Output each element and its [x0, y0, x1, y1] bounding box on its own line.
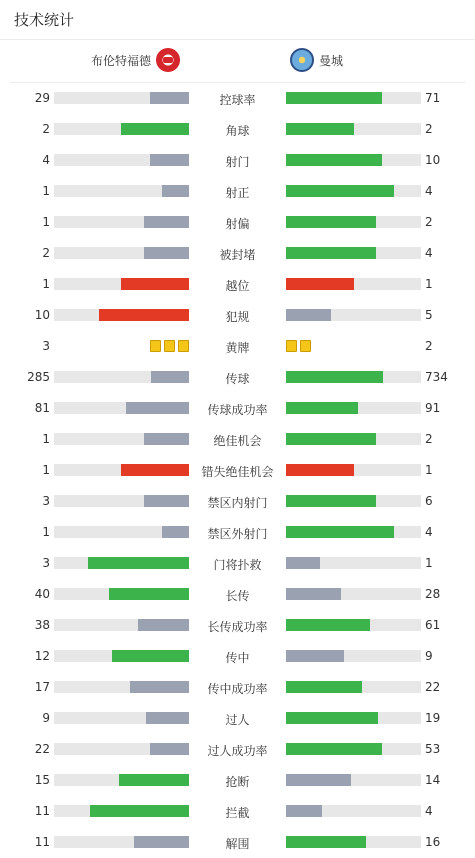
away-bar-fill: [286, 123, 354, 135]
home-bar-fill: [119, 774, 189, 786]
home-bar-fill: [144, 247, 189, 259]
away-value: 9: [425, 649, 433, 663]
home-value: 15: [34, 773, 50, 787]
stat-row: [0, 331, 475, 362]
home-yellow-cards: [150, 340, 189, 352]
away-bar-fill: [286, 371, 383, 383]
home-value: 38: [34, 618, 50, 632]
home-value: 3: [42, 494, 50, 508]
away-bar-fill: [286, 92, 382, 104]
stat-label: 长传: [225, 589, 250, 603]
away-value: 14: [425, 773, 441, 787]
away-value: 4: [425, 804, 433, 818]
stat-row: [0, 114, 475, 145]
home-bar-track: [54, 743, 189, 755]
away-bar-track: [286, 123, 421, 135]
home-bar-track: [54, 557, 189, 569]
away-bar-fill: [286, 278, 354, 290]
stat-row: [0, 641, 475, 672]
page-header: [0, 0, 475, 40]
stat-row: [0, 672, 475, 703]
yellow-card-icon: [164, 340, 175, 352]
home-value: 11: [34, 804, 50, 818]
stat-label: 禁区内射门: [207, 496, 268, 510]
home-value: 1: [42, 525, 50, 539]
stat-row: [0, 393, 475, 424]
stat-label: 传球: [225, 372, 250, 386]
stat-label: 射偏: [225, 217, 250, 231]
yellow-card-icon: [178, 340, 189, 352]
home-team-name: 布伦特福德: [90, 53, 151, 68]
away-bar-track: [286, 805, 421, 817]
stat-row: [0, 703, 475, 734]
home-bar-track: [54, 216, 189, 228]
home-value: 9: [42, 711, 50, 725]
away-value: 1: [425, 556, 433, 570]
home-bar-fill: [150, 92, 189, 104]
home-value: 12: [34, 649, 50, 663]
away-bar-track: [286, 743, 421, 755]
home-value: 3: [42, 339, 50, 353]
stat-label: 抢断: [225, 775, 250, 789]
away-value: 1: [425, 277, 433, 291]
yellow-card-icon: [150, 340, 161, 352]
away-bar-fill: [286, 619, 370, 631]
away-value: 734: [425, 370, 448, 384]
home-value: 3: [42, 556, 50, 570]
man-city-crest-icon: [290, 48, 314, 72]
stat-row: [0, 145, 475, 176]
home-value: 285: [27, 370, 50, 384]
stat-row: [0, 424, 475, 455]
stat-label: 拦截: [225, 806, 250, 820]
home-value: 29: [34, 91, 50, 105]
away-bar-fill: [286, 402, 358, 414]
stat-label: 被封堵: [219, 248, 256, 262]
home-bar-track: [54, 433, 189, 445]
stat-label: 角球: [225, 124, 250, 138]
home-bar-track: [54, 464, 189, 476]
away-bar-track: [286, 278, 421, 290]
home-value: 2: [42, 122, 50, 136]
away-bar-track: [286, 619, 421, 631]
home-bar-fill: [144, 216, 189, 228]
home-value: 11: [34, 835, 50, 849]
home-bar-track: [54, 154, 189, 166]
away-bar-track: [286, 371, 421, 383]
away-bar-fill: [286, 588, 341, 600]
home-value: 2: [42, 246, 50, 260]
home-bar-fill: [121, 278, 189, 290]
away-bar-track: [286, 92, 421, 104]
away-bar-track: [286, 712, 421, 724]
away-value: 2: [425, 122, 433, 136]
home-bar-track: [54, 650, 189, 662]
home-bar-track: [54, 774, 189, 786]
away-team[interactable]: [290, 48, 343, 72]
away-bar-fill: [286, 154, 382, 166]
stat-row: [0, 238, 475, 269]
away-bar-track: [286, 495, 421, 507]
away-bar-fill: [286, 464, 354, 476]
away-value: 28: [425, 587, 441, 601]
away-value: 2: [425, 215, 433, 229]
away-value: 61: [425, 618, 441, 632]
home-value: 1: [42, 463, 50, 477]
home-bar-track: [54, 247, 189, 259]
page-title: 技术统计: [14, 11, 75, 29]
away-bar-fill: [286, 247, 376, 259]
stat-label: 传中: [225, 651, 250, 665]
home-bar-fill: [162, 526, 189, 538]
home-bar-fill: [121, 123, 189, 135]
away-bar-track: [286, 526, 421, 538]
away-value: 19: [425, 711, 441, 725]
home-team[interactable]: [91, 48, 180, 72]
home-bar-track: [54, 123, 189, 135]
away-bar-fill: [286, 216, 376, 228]
brentford-crest-icon: [156, 48, 180, 72]
home-bar-track: [54, 619, 189, 631]
away-value: 16: [425, 835, 441, 849]
away-bar-track: [286, 433, 421, 445]
stat-row: [0, 176, 475, 207]
away-value: 6: [425, 494, 433, 508]
home-bar-track: [54, 92, 189, 104]
stat-row: [0, 300, 475, 331]
stat-row: [0, 269, 475, 300]
away-value: 4: [425, 525, 433, 539]
home-bar-track: [54, 836, 189, 848]
home-value: 1: [42, 184, 50, 198]
home-bar-track: [54, 805, 189, 817]
stat-row: [0, 486, 475, 517]
away-value: 5: [425, 308, 433, 322]
away-value: 10: [425, 153, 441, 167]
away-bar-track: [286, 836, 421, 848]
stat-label: 犯规: [225, 310, 250, 324]
home-bar-fill: [150, 743, 189, 755]
stat-row: [0, 579, 475, 610]
home-value: 1: [42, 277, 50, 291]
yellow-card-icon: [286, 340, 297, 352]
home-bar-track: [54, 526, 189, 538]
away-bar-fill: [286, 185, 394, 197]
stat-label: 黄牌: [225, 341, 250, 355]
home-value: 1: [42, 432, 50, 446]
stat-row: [0, 455, 475, 486]
away-value: 53: [425, 742, 441, 756]
home-bar-track: [54, 371, 189, 383]
stat-label: 控球率: [219, 93, 256, 107]
yellow-card-icon: [300, 340, 311, 352]
home-bar-fill: [130, 681, 189, 693]
away-bar-track: [286, 185, 421, 197]
home-bar-fill: [150, 154, 189, 166]
away-value: 1: [425, 463, 433, 477]
away-bar-track: [286, 464, 421, 476]
home-bar-fill: [138, 619, 189, 631]
away-bar-fill: [286, 650, 344, 662]
stat-label: 绝佳机会: [213, 434, 262, 448]
home-bar-track: [54, 495, 189, 507]
home-value: 1: [42, 215, 50, 229]
away-value: 22: [425, 680, 441, 694]
stat-row: [0, 548, 475, 579]
stat-label: 禁区外射门: [207, 527, 268, 541]
home-bar-fill: [121, 464, 189, 476]
home-value: 17: [34, 680, 50, 694]
away-bar-fill: [286, 433, 376, 445]
home-value: 81: [34, 401, 50, 415]
stat-row: [0, 517, 475, 548]
home-value: 22: [34, 742, 50, 756]
away-bar-track: [286, 309, 421, 321]
home-value: 40: [34, 587, 50, 601]
away-bar-fill: [286, 681, 362, 693]
stat-label: 射门: [225, 155, 250, 169]
away-value: 4: [425, 184, 433, 198]
stat-row: [0, 207, 475, 238]
away-value: 2: [425, 339, 433, 353]
home-bar-fill: [90, 805, 189, 817]
away-value: 4: [425, 246, 433, 260]
stat-label: 过人成功率: [207, 744, 268, 758]
away-team-name: 曼城: [319, 53, 344, 68]
away-value: 2: [425, 432, 433, 446]
home-bar-fill: [109, 588, 189, 600]
home-bar-fill: [144, 433, 189, 445]
stat-row: [0, 734, 475, 765]
away-bar-fill: [286, 526, 394, 538]
stat-label: 射正: [225, 186, 250, 200]
away-bar-fill: [286, 836, 366, 848]
team-header: [10, 40, 465, 83]
home-bar-track: [54, 278, 189, 290]
home-bar-track: [54, 712, 189, 724]
stat-row: [0, 765, 475, 796]
home-value: 10: [34, 308, 50, 322]
away-bar-fill: [286, 743, 382, 755]
home-bar-fill: [99, 309, 189, 321]
home-bar-fill: [144, 495, 189, 507]
away-yellow-cards: [286, 340, 311, 352]
stat-row: [0, 362, 475, 393]
stat-label: 过人: [225, 713, 250, 727]
away-bar-fill: [286, 805, 322, 817]
stat-label: 解围: [225, 837, 250, 851]
home-bar-track: [54, 309, 189, 321]
home-bar-fill: [112, 650, 189, 662]
away-bar-fill: [286, 712, 378, 724]
home-bar-fill: [126, 402, 189, 414]
home-value: 4: [42, 153, 50, 167]
home-bar-track: [54, 185, 189, 197]
home-bar-fill: [151, 371, 189, 383]
away-bar-fill: [286, 774, 351, 786]
away-bar-track: [286, 247, 421, 259]
home-bar-track: [54, 588, 189, 600]
away-bar-track: [286, 557, 421, 569]
away-value: 91: [425, 401, 441, 415]
away-bar-track: [286, 774, 421, 786]
stat-row: [0, 827, 475, 858]
stat-row: [0, 83, 475, 114]
home-bar-track: [54, 402, 189, 414]
stat-label: 传球成功率: [207, 403, 268, 417]
home-bar-fill: [162, 185, 189, 197]
home-bar-track: [54, 681, 189, 693]
stat-label: 长传成功率: [207, 620, 268, 634]
home-bar-fill: [88, 557, 189, 569]
away-value: 71: [425, 91, 441, 105]
away-bar-fill: [286, 309, 331, 321]
home-bar-fill: [146, 712, 189, 724]
away-bar-track: [286, 650, 421, 662]
home-bar-fill: [134, 836, 189, 848]
stat-row: [0, 796, 475, 827]
away-bar-track: [286, 588, 421, 600]
away-bar-fill: [286, 495, 376, 507]
stat-label: 门将扑救: [213, 558, 262, 572]
stat-label: 越位: [225, 279, 250, 293]
stat-label: 错失绝佳机会: [201, 465, 274, 479]
away-bar-track: [286, 216, 421, 228]
stat-row: [0, 610, 475, 641]
away-bar-track: [286, 402, 421, 414]
away-bar-track: [286, 681, 421, 693]
away-bar-track: [286, 154, 421, 166]
stat-label: 传中成功率: [207, 682, 268, 696]
away-bar-fill: [286, 557, 320, 569]
